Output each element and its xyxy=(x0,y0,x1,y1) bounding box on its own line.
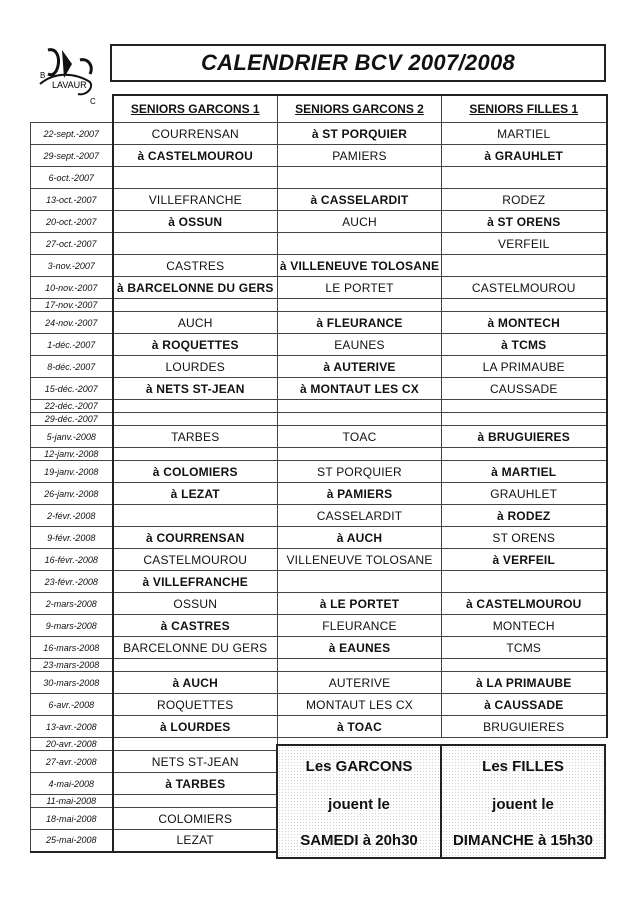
table-row xyxy=(31,413,607,426)
match-cell: à EAUNES xyxy=(278,637,442,659)
table-row xyxy=(31,505,607,527)
table-row xyxy=(31,659,607,672)
match-cell: TOAC xyxy=(278,426,442,448)
note-filles-line-1: Les FILLES xyxy=(482,758,564,775)
match-cell: à NETS ST-JEAN xyxy=(113,378,278,400)
date-cell: 16-mars-2008 xyxy=(31,637,113,659)
logo-letter-b: B xyxy=(40,71,46,80)
match-cell xyxy=(113,795,278,808)
date-cell: 11-mai-2008 xyxy=(31,795,113,808)
match-cell: à BARCELONNE DU GERS xyxy=(113,277,278,299)
match-cell: à VILLEFRANCHE xyxy=(113,571,278,593)
match-cell: NETS ST-JEAN xyxy=(113,751,278,773)
date-cell: 26-janv.-2008 xyxy=(31,483,113,505)
date-cell: 16-févr.-2008 xyxy=(31,549,113,571)
match-cell: LEZAT xyxy=(113,830,278,852)
date-cell: 10-nov.-2007 xyxy=(31,277,113,299)
match-cell: à TCMS xyxy=(442,334,607,356)
match-cell: FLEURANCE xyxy=(278,615,442,637)
match-cell: à RODEZ xyxy=(442,505,607,527)
match-cell: à BRUGUIERES xyxy=(442,426,607,448)
match-cell: CASSELARDIT xyxy=(278,505,442,527)
match-cell: à CASTELMOUROU xyxy=(442,593,607,615)
match-cell xyxy=(278,413,442,426)
match-cell: BARCELONNE DU GERS xyxy=(113,637,278,659)
date-cell: 9-mars-2008 xyxy=(31,615,113,637)
match-cell: MONTECH xyxy=(442,615,607,637)
header-seniors-garcons-2: SENIORS GARCONS 2 xyxy=(278,95,442,123)
match-cell xyxy=(278,233,442,255)
match-cell: AUCH xyxy=(113,312,278,334)
date-cell: 2-mars-2008 xyxy=(31,593,113,615)
date-cell: 15-déc.-2007 xyxy=(31,378,113,400)
match-cell xyxy=(113,413,278,426)
match-cell: PAMIERS xyxy=(278,145,442,167)
date-cell: 20-oct.-2007 xyxy=(31,211,113,233)
date-cell: 3-nov.-2007 xyxy=(31,255,113,277)
header-seniors-filles-1: SENIORS FILLES 1 xyxy=(442,95,607,123)
table-row xyxy=(31,483,607,505)
match-cell: CAUSSADE xyxy=(442,378,607,400)
table-row xyxy=(31,549,607,571)
date-cell: 22-déc.-2007 xyxy=(31,400,113,413)
table-row xyxy=(31,400,607,413)
match-cell: EAUNES xyxy=(278,334,442,356)
table-row xyxy=(31,461,607,483)
match-cell: à LA PRIMAUBE xyxy=(442,672,607,694)
table-row xyxy=(31,123,607,145)
table-row xyxy=(31,255,607,277)
header-row xyxy=(31,95,607,123)
match-cell: à LEZAT xyxy=(113,483,278,505)
match-cell: à PAMIERS xyxy=(278,483,442,505)
match-cell: à CASSELARDIT xyxy=(278,189,442,211)
match-cell xyxy=(278,400,442,413)
match-cell: MARTIEL xyxy=(442,123,607,145)
table-row xyxy=(31,189,607,211)
match-cell: à GRAUHLET xyxy=(442,145,607,167)
match-cell: VILLEFRANCHE xyxy=(113,189,278,211)
match-cell xyxy=(278,571,442,593)
date-cell: 22-sept.-2007 xyxy=(31,123,113,145)
match-cell xyxy=(278,448,442,461)
match-cell xyxy=(113,400,278,413)
match-cell: à AUTERIVE xyxy=(278,356,442,378)
date-cell: 23-mars-2008 xyxy=(31,659,113,672)
table-row xyxy=(31,637,607,659)
match-cell: ROQUETTES xyxy=(113,694,278,716)
match-cell: à AUCH xyxy=(113,672,278,694)
match-cell: à MONTAUT LES CX xyxy=(278,378,442,400)
date-cell: 18-mai-2008 xyxy=(31,808,113,830)
match-cell: à TOAC xyxy=(278,716,442,738)
match-cell: à CASTRES xyxy=(113,615,278,637)
match-cell: MONTAUT LES CX xyxy=(278,694,442,716)
date-cell: 5-janv.-2008 xyxy=(31,426,113,448)
match-cell xyxy=(442,167,607,189)
table-row xyxy=(31,312,607,334)
match-cell: VERFEIL xyxy=(442,233,607,255)
logo-swoosh-mark xyxy=(48,50,59,75)
page-title: CALENDRIER BCV 2007/2008 xyxy=(200,50,516,75)
header-corner xyxy=(31,95,113,123)
match-cell xyxy=(442,400,607,413)
logo-text: LAVAUR xyxy=(52,80,87,90)
note-filles xyxy=(440,744,606,859)
date-cell: 24-nov.-2007 xyxy=(31,312,113,334)
note-garcons xyxy=(276,744,442,859)
match-cell: TCMS xyxy=(442,637,607,659)
table-row xyxy=(31,716,607,738)
match-cell: AUTERIVE xyxy=(278,672,442,694)
match-cell xyxy=(113,659,278,672)
match-cell xyxy=(278,659,442,672)
match-cell: à COLOMIERS xyxy=(113,461,278,483)
match-cell: à ST ORENS xyxy=(442,211,607,233)
match-cell: à AUCH xyxy=(278,527,442,549)
table-row xyxy=(31,299,607,312)
match-cell: COLOMIERS xyxy=(113,808,278,830)
date-cell: 6-avr.-2008 xyxy=(31,694,113,716)
match-cell: CASTELMOUROU xyxy=(442,277,607,299)
match-cell: ST PORQUIER xyxy=(278,461,442,483)
match-cell xyxy=(442,299,607,312)
match-cell: à MONTECH xyxy=(442,312,607,334)
title-box xyxy=(110,44,606,82)
date-cell: 8-déc.-2007 xyxy=(31,356,113,378)
match-cell: CASTRES xyxy=(113,255,278,277)
match-cell: à CAUSSADE xyxy=(442,694,607,716)
date-cell: 13-oct.-2007 xyxy=(31,189,113,211)
match-cell xyxy=(442,255,607,277)
match-cell: à LE PORTET xyxy=(278,593,442,615)
date-cell: 17-nov.-2007 xyxy=(31,299,113,312)
match-cell xyxy=(113,233,278,255)
match-cell: à OSSUN xyxy=(113,211,278,233)
note-filles-line-2: jouent le xyxy=(492,796,554,813)
note-garcons-line-3: SAMEDI à 20h30 xyxy=(300,832,418,849)
match-cell: à VERFEIL xyxy=(442,549,607,571)
match-cell: à TARBES xyxy=(113,773,278,795)
match-cell: CASTELMOUROU xyxy=(113,549,278,571)
match-cell: OSSUN xyxy=(113,593,278,615)
match-cell: AUCH xyxy=(278,211,442,233)
table-row xyxy=(31,672,607,694)
match-cell: LE PORTET xyxy=(278,277,442,299)
table-row xyxy=(31,277,607,299)
match-cell: à CASTELMOUROU xyxy=(113,145,278,167)
table-row xyxy=(31,356,607,378)
match-cell: à ST PORQUIER xyxy=(278,123,442,145)
match-cell xyxy=(113,167,278,189)
date-cell: 29-déc.-2007 xyxy=(31,413,113,426)
date-cell: 1-déc.-2007 xyxy=(31,334,113,356)
date-cell: 25-mai-2008 xyxy=(31,830,113,852)
date-cell: 4-mai-2008 xyxy=(31,773,113,795)
table-row xyxy=(31,167,607,189)
match-cell: VILLENEUVE TOLOSANE xyxy=(278,549,442,571)
note-garcons-line-2: jouent le xyxy=(328,796,390,813)
match-cell: LOURDES xyxy=(113,356,278,378)
date-cell: 23-févr.-2008 xyxy=(31,571,113,593)
note-filles-line-3: DIMANCHE à 15h30 xyxy=(452,832,594,849)
note-garcons-line-1: Les GARCONS xyxy=(305,758,413,775)
date-cell: 20-avr.-2008 xyxy=(31,738,113,751)
match-cell xyxy=(113,738,278,751)
match-cell xyxy=(442,448,607,461)
match-cell: à COURRENSAN xyxy=(113,527,278,549)
match-cell xyxy=(113,299,278,312)
table-row xyxy=(31,615,607,637)
match-cell: à MARTIEL xyxy=(442,461,607,483)
match-cell: COURRENSAN xyxy=(113,123,278,145)
table-row xyxy=(31,448,607,461)
table-row xyxy=(31,426,607,448)
table-row xyxy=(31,378,607,400)
date-cell: 6-oct.-2007 xyxy=(31,167,113,189)
date-cell: 9-févr.-2008 xyxy=(31,527,113,549)
match-cell xyxy=(442,571,607,593)
match-cell: à FLEURANCE xyxy=(278,312,442,334)
match-cell: GRAUHLET xyxy=(442,483,607,505)
header-seniors-garcons-1: SENIORS GARCONS 1 xyxy=(113,95,278,123)
table-row xyxy=(31,334,607,356)
table-row xyxy=(31,593,607,615)
schedule-body xyxy=(31,123,607,852)
date-cell: 13-avr.-2008 xyxy=(31,716,113,738)
match-cell xyxy=(113,505,278,527)
match-cell xyxy=(278,167,442,189)
date-cell: 19-janv.-2008 xyxy=(31,461,113,483)
match-cell: ST ORENS xyxy=(442,527,607,549)
table-row xyxy=(31,571,607,593)
logo-letter-c: C xyxy=(90,97,96,106)
match-cell xyxy=(442,413,607,426)
match-cell: BRUGUIERES xyxy=(442,716,607,738)
match-cell: à ROQUETTES xyxy=(113,334,278,356)
table-row xyxy=(31,145,607,167)
date-cell: 29-sept.-2007 xyxy=(31,145,113,167)
date-cell: 12-janv.-2008 xyxy=(31,448,113,461)
table-row xyxy=(31,527,607,549)
match-cell: à LOURDES xyxy=(113,716,278,738)
table-row xyxy=(31,694,607,716)
match-cell xyxy=(278,299,442,312)
match-cell: à VILLENEUVE TOLOSANE xyxy=(278,255,442,277)
date-cell: 27-avr.-2008 xyxy=(31,751,113,773)
date-cell: 27-oct.-2007 xyxy=(31,233,113,255)
date-cell: 2-févr.-2008 xyxy=(31,505,113,527)
table-row xyxy=(31,211,607,233)
match-cell xyxy=(113,448,278,461)
match-cell: TARBES xyxy=(113,426,278,448)
match-cell: RODEZ xyxy=(442,189,607,211)
match-cell: LA PRIMAUBE xyxy=(442,356,607,378)
table-row xyxy=(31,233,607,255)
match-cell xyxy=(442,659,607,672)
schedule-table xyxy=(30,94,608,853)
date-cell: 30-mars-2008 xyxy=(31,672,113,694)
